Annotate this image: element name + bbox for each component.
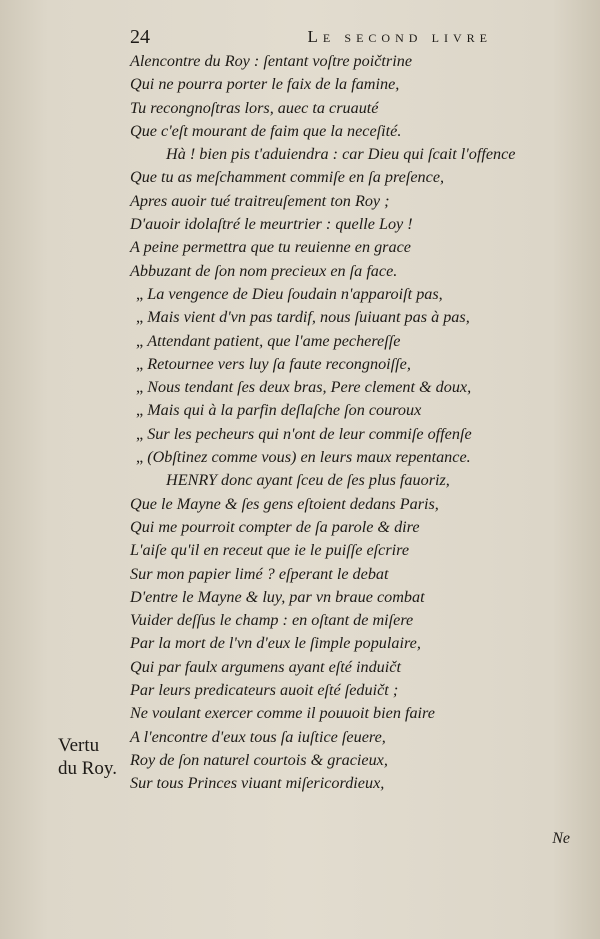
verse-line <box>130 702 570 725</box>
verse-line <box>130 539 570 562</box>
verse-line <box>130 772 570 795</box>
verse-line <box>130 97 570 120</box>
verse-line-text: Sur mon papier limé ? eſperant le debat <box>130 564 389 583</box>
verse-line-text: Apres auoir tué traitreuſement ton Roy ; <box>130 191 390 210</box>
verse-line <box>130 726 570 749</box>
verse-line-text: Mais qui à la parfin deſlaſche ſon couroux <box>147 401 422 420</box>
verse-line <box>130 586 570 609</box>
verse-line-text: La vengence de Dieu ſoudain n'apparoiſt pas, <box>147 284 443 303</box>
verse-line <box>130 399 570 422</box>
verse-line <box>130 446 570 469</box>
verse-line <box>130 679 570 702</box>
verse-line-text: Par la mort de l'vn d'eux le ſimple populaire, <box>130 634 421 653</box>
marginal-note <box>58 734 126 780</box>
verse-line <box>130 632 570 655</box>
verse-line <box>130 283 570 306</box>
verse-line-text: L'aiſe qu'il en receut que ie le puiſſe eſcrire <box>130 541 410 560</box>
verse-line-text: Qui me pourroit compter de ſa parole & dire <box>130 517 420 536</box>
verse-line <box>130 190 570 213</box>
verse-line-text: A peine permettra que tu reuienne en grace <box>130 238 411 257</box>
verse-line <box>130 236 570 259</box>
verse-line <box>130 50 570 73</box>
verse-line <box>130 749 570 772</box>
verse-line-text: Que le Mayne & ſes gens eſtoient dedans Paris, <box>130 494 439 513</box>
verse-line-text: Que c'eſt mourant de faim que la neceſité. <box>130 121 402 140</box>
verse-line-text: Hà ! bien pis t'aduiendra : car Dieu qui ſcait l'offence <box>166 145 516 164</box>
quotation-mark: „ <box>136 354 144 373</box>
verse-line-text: HENRY donc ayant ſceu de ſes plus fauoriz, <box>166 471 450 490</box>
verse-line-text: Attendant patient, que l'ame pechereſſe <box>147 331 401 350</box>
verse-line <box>130 120 570 143</box>
verse-line <box>130 260 570 283</box>
verse-line <box>130 213 570 236</box>
verse-line-text: Ne voulant exercer comme il pouuoit bien faire <box>130 704 435 723</box>
page-header <box>130 26 492 50</box>
verse-line <box>130 73 570 96</box>
verse-line <box>130 423 570 446</box>
verse-line-text: Alencontre du Roy : ſentant voſtre poičtrine <box>130 52 412 70</box>
verse-line <box>130 609 570 632</box>
running-title: Le second livre <box>307 27 492 46</box>
quotation-mark: „ <box>136 448 144 467</box>
verse-line-text: Que tu as meſchamment commiſe en ſa preſence, <box>130 168 445 187</box>
verse-line <box>130 330 570 353</box>
page-number: 24 <box>130 26 150 48</box>
verse-line-text: Par leurs predicateurs auoit eſté ſeduičt ; <box>130 681 399 700</box>
verse-line-text: A l'encontre d'eux tous ſa iuſtice ſeuere, <box>130 727 386 746</box>
quotation-mark: „ <box>136 308 144 327</box>
quotation-mark: „ <box>136 378 144 397</box>
verse-line-text: Roy de ſon naturel courtois & gracieux, <box>130 750 388 769</box>
verse-line <box>130 166 570 189</box>
quotation-mark: „ <box>136 401 144 420</box>
verse-line-text: D'auoir idolaſtré le meurtrier : quelle Loy ! <box>130 215 413 234</box>
marginal-note-line: du Roy. <box>58 758 117 779</box>
verse-line-text: D'entre le Mayne & luy, par vn braue combat <box>130 587 425 606</box>
verse-line <box>130 493 570 516</box>
verse-line-text: Qui par faulx argumens ayant eſté induičt <box>130 657 401 676</box>
verse-line-text: (Obſtinez comme vous) en leurs maux repentance. <box>147 448 471 467</box>
verse-line-text: Tu recongnoſtras lors, auec ta cruauté <box>130 98 379 117</box>
verse-line-text: Sur tous Princes viuant miſericordieux, <box>130 774 385 793</box>
verse-text <box>130 50 570 796</box>
verse-line <box>130 469 570 492</box>
verse-line-text: Sur les pecheurs qui n'ont de leur commiſe offenſe <box>147 424 472 443</box>
verse-line <box>130 563 570 586</box>
verse-line-text: Vuider deſſus le champ : en oſtant de miſere <box>130 611 414 630</box>
verse-line-text: Abbuzant de ſon nom precieux en ſa face. <box>130 261 398 280</box>
verse-line <box>130 143 570 166</box>
verse-line-text: Nous tendant ſes deux bras, Pere clement & doux, <box>147 378 472 397</box>
verse-line <box>130 656 570 679</box>
verse-line <box>130 376 570 399</box>
quotation-mark: „ <box>136 284 144 303</box>
verse-line <box>130 353 570 376</box>
catchword: Ne <box>552 830 570 847</box>
verse-line-text: Retournee vers luy ſa faute recongnoiſſe, <box>147 354 411 373</box>
verse-line-text: Qui ne pourra porter le faix de la famine, <box>130 75 400 94</box>
quotation-mark: „ <box>136 424 144 443</box>
verse-line <box>130 516 570 539</box>
verse-line <box>130 306 570 329</box>
quotation-mark: „ <box>136 331 144 350</box>
marginal-note-line: Vertu <box>58 735 100 756</box>
verse-line-text: Mais vient d'vn pas tardif, nous ſuiuant pas à pas, <box>147 308 470 327</box>
